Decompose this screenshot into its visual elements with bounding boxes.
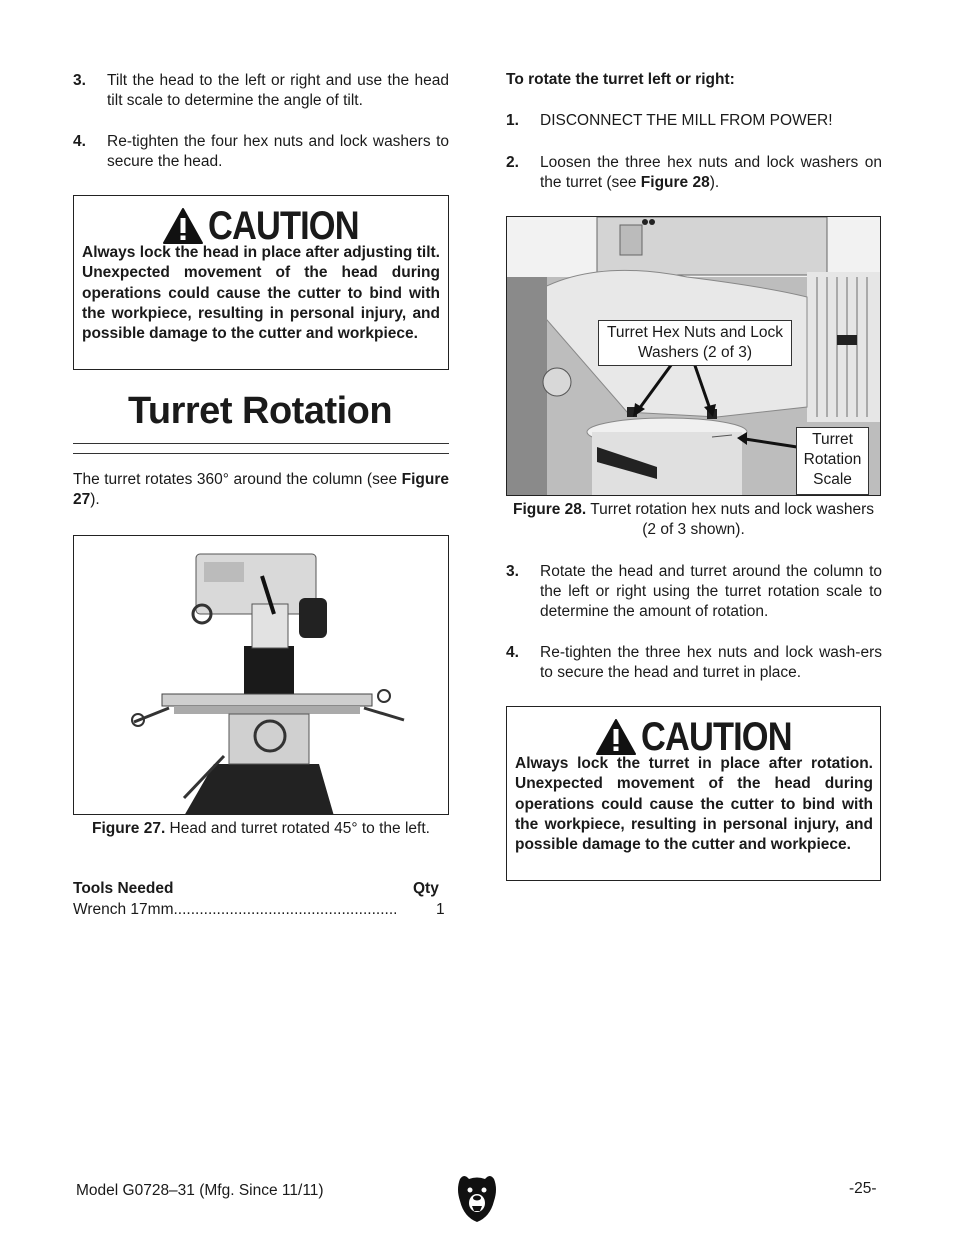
step-number: 3. [506, 563, 519, 580]
tools-item-name: Wrench 17mm.................................................... [73, 901, 398, 918]
mill-machine-illustration [74, 536, 449, 815]
callout-rotation-scale: Turret Rotation Scale [796, 427, 869, 495]
figure-28-reference: Figure 28 [640, 174, 710, 191]
step-text: Re-tighten the four hex nuts and lock washers to secure the head. [107, 133, 449, 170]
callout-hex-nuts: Turret Hex Nuts and Lock Washers (2 of 3) [598, 320, 792, 366]
intro-paragraph [73, 470, 449, 510]
title-rule-top [73, 443, 449, 444]
tools-header-right: Qty [413, 880, 439, 897]
step-number: 1. [506, 112, 519, 129]
warning-triangle-icon [162, 207, 204, 245]
step-1-disconnect [506, 111, 882, 131]
figure-27-caption [73, 819, 449, 839]
step-number: 4. [73, 133, 86, 150]
figure-28-caption-text: Turret rotation hex nuts and lock washers (2 of 3 shown). [586, 501, 874, 538]
step-2-text-end: ). [709, 174, 720, 191]
tools-item-qty: 1 [436, 901, 445, 918]
figure-27-photo [73, 535, 449, 815]
intro-text: The turret rotates 360° around the column (see [73, 471, 402, 488]
footer-page-number: -25- [849, 1180, 877, 1197]
intro-end: ). [90, 491, 100, 508]
step-4-retighten-turret [506, 643, 882, 683]
warning-triangle-icon [595, 718, 637, 756]
figure-27-label: Figure 27. [92, 820, 166, 837]
step-2-loosen [506, 153, 882, 193]
step-3-rotate [506, 562, 882, 622]
step-text: DISCONNECT THE MILL FROM POWER! [540, 112, 833, 129]
tools-item [73, 901, 449, 919]
section-title: Turret Rotation [128, 390, 393, 432]
caution-body: Always lock the turret in place after rotation. Unexpected movement of the head during operations could cause the cutter to bind with the workpiece, resulting in personal injury, and possible damage to the cutter and workpiece. [515, 755, 873, 854]
figure-28-caption [506, 500, 881, 540]
step-text [540, 153, 882, 193]
step-2-text: Loosen the three hex nuts and lock washers on the turret (see [540, 154, 882, 191]
right-heading: To rotate the turret left or right: [506, 71, 735, 88]
step-number: 4. [506, 644, 519, 661]
caution-word: CAUTION [208, 203, 359, 248]
step-text: Re-tighten the three hex nuts and lock wash-ers to secure the head and turret in place. [540, 644, 882, 681]
caution-box-turret [506, 706, 881, 881]
figure-27-reference: Figure 27 [73, 471, 449, 508]
grizzly-bear-logo-icon [456, 1173, 498, 1223]
figure-28-photo [506, 216, 881, 496]
caution-box-head-tilt [73, 195, 449, 370]
step-text: Tilt the head to the left or right and use the head tilt scale to determine the angle of tilt. [107, 72, 449, 109]
step-number: 2. [506, 154, 519, 171]
step-4-retighten [73, 132, 449, 172]
title-rule-bottom [73, 453, 449, 454]
step-number: 3. [73, 72, 86, 89]
footer-model: Model G0728–31 (Mfg. Since 11/11) [76, 1182, 324, 1199]
step-text: Rotate the head and turret around the column to the left or right using the turret rotation scale to determine the amount of rotation. [540, 563, 882, 620]
figure-27-caption-text: Head and turret rotated 45° to the left. [165, 820, 430, 837]
figure-28-label: Figure 28. [513, 501, 587, 518]
caution-body: Always lock the head in place after adjusting tilt. Unexpected movement of the head during operations could cause the cutter to bind with the workpiece, resulting in personal injury, and possible damage to the cutter and workpiece. [82, 244, 440, 343]
caution-word: CAUTION [641, 714, 792, 759]
step-3-tilt [73, 71, 449, 111]
tools-header-left: Tools Needed [73, 880, 174, 897]
